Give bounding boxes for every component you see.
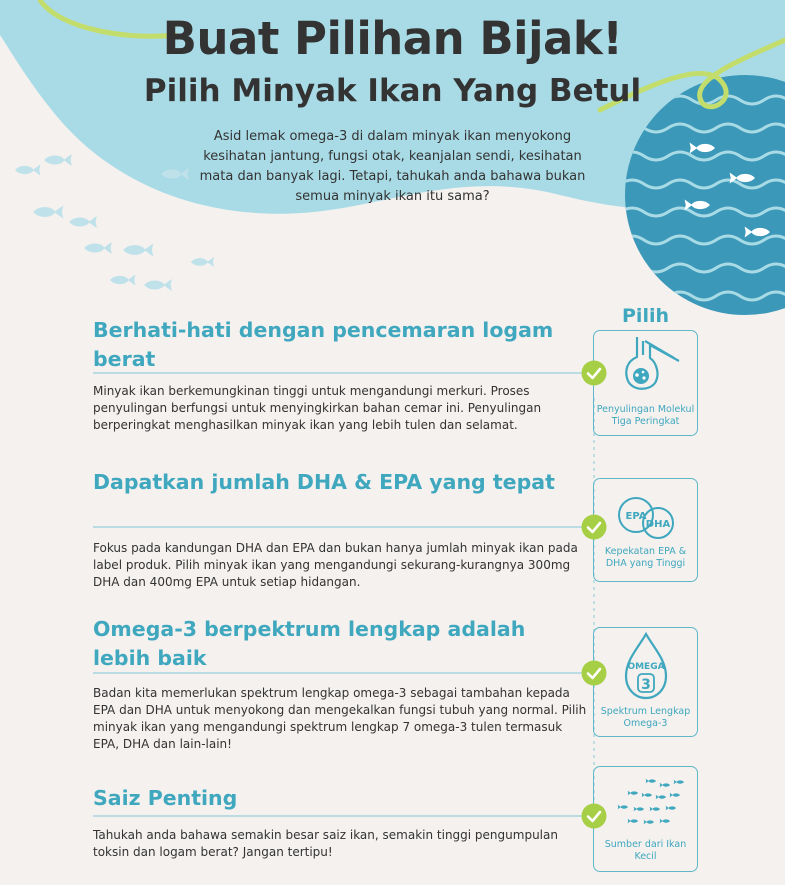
omega3-drop-icon — [594, 628, 699, 703]
pilih-label: Pilih — [618, 305, 673, 327]
section-body-heavy-metal: Minyak ikan berkemungkinan tinggi untuk mengandungi merkuri. Proses penyulingan berfungsi untuk menyingkirkan bahan cemar ini. Penyulingan berperingkat menghasilkan minyak ikan yang lebih tulen dan selamat. — [93, 384, 542, 432]
section-title-heavy-metal: Berhati-hati dengan pencemaran logam berat — [93, 318, 554, 371]
check-icon — [581, 360, 607, 386]
flask-icon — [594, 331, 699, 401]
section-body-size: Tahukah anda bahawa semakin besar saiz ikan, semakin tinggi pengumpulan toksin dan logam berat? Jangan tertipu! — [93, 828, 558, 859]
page-subtitle: Pilih Minyak Ikan Yang Betul — [143, 73, 642, 109]
badge-caption-epa-dha: Kepekatan EPA & DHA yang Tinggi — [604, 546, 687, 569]
check-icon — [581, 803, 607, 829]
omega-number: 3 — [641, 677, 651, 693]
badge-caption-omega3: Spektrum Lengkap Omega-3 — [600, 706, 691, 729]
epa-dha-icon — [594, 479, 699, 549]
intro-text: Asid lemak omega-3 di dalam minyak ikan menyokong kesihatan jantung, fungsi otak, keanjalan sendi, kesihatan mata dan banyak lagi. Tetapi, tahukah anda bahawa bukan semua minyak ikan itu sama? — [199, 129, 586, 204]
section-body-dha-epa: Fokus pada kandungan DHA dan EPA dan bukan hanya jumlah minyak ikan pada label produk. Pilih minyak ikan yang mengandungi sekurang-kurangnya 300mg DHA dan 400mg EPA untuk setiap hidangan. — [93, 541, 578, 589]
badge-small-fish — [593, 766, 698, 872]
page-title: Buat Pilihan Bijak! — [162, 12, 623, 65]
section-title-omega3: Omega-3 berpektrum lengkap adalah lebih baik — [93, 617, 526, 670]
section-title-dha-epa: Dapatkan jumlah DHA & EPA yang tepat — [93, 470, 555, 494]
small-fish-icon — [594, 767, 699, 837]
epa-label: EPA — [625, 511, 647, 522]
check-icon — [581, 514, 607, 540]
badge-caption-small-fish: Sumber dari Ikan Kecil — [604, 839, 687, 862]
check-icon — [581, 660, 607, 686]
badge-distillation — [593, 330, 698, 436]
badge-omega3 — [593, 627, 698, 737]
omega-label: OMEGA — [627, 662, 665, 672]
dha-label: DHA — [645, 519, 671, 530]
badge-epa-dha — [593, 478, 698, 582]
section-body-omega3: Badan kita memerlukan spektrum lengkap omega-3 sebagai tambahan kepada EPA dan DHA untuk menyokong dan mengekalkan fungsi tubuh yang normal. Pilih minyak ikan yang mengandungi spektrum lengkap 7 omega-3 tulen termasuk EPA, DHA dan lain-lain! — [93, 686, 587, 751]
section-title-size: Saiz Penting — [93, 786, 238, 810]
badge-caption-distillation: Penyulingan Molekul Tiga Peringkat — [596, 404, 695, 427]
